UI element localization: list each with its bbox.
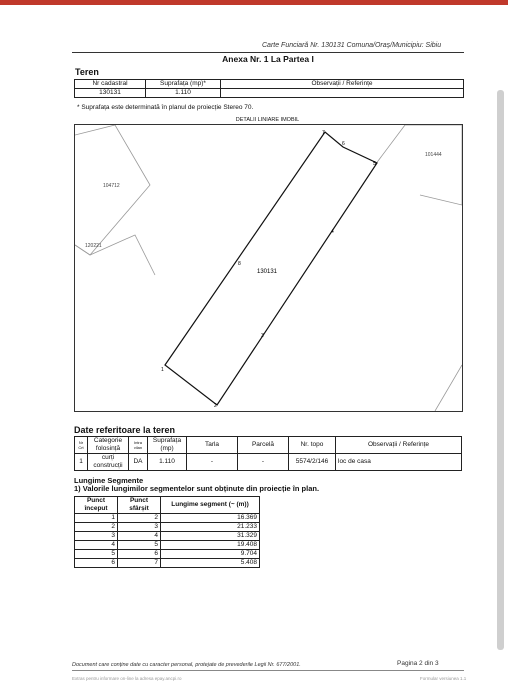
seg-start: 2 — [75, 523, 118, 532]
table-row — [75, 541, 260, 550]
col-suprafata: Suprafața (mp)* — [146, 80, 221, 89]
table-row — [75, 550, 260, 559]
col-nr-cadastral: Nr cadastral — [75, 80, 146, 89]
seg-start: 3 — [75, 532, 118, 541]
col-categorie: Categorie folosință — [88, 437, 129, 454]
table-row — [75, 559, 260, 568]
col-intravilan: Intra vilan — [129, 437, 148, 454]
top-red-rule — [0, 0, 508, 5]
neighbor-boundary — [435, 365, 462, 411]
cell-nr-crt: 1 — [75, 454, 88, 471]
seg-length: 19.408 — [161, 541, 260, 550]
seg-start: 4 — [75, 541, 118, 550]
teren-table — [74, 79, 464, 98]
segments-header-row — [75, 497, 260, 514]
header-rule — [72, 52, 464, 53]
teren-title: Teren — [75, 67, 99, 77]
footer-form: Formular versiunea 1.1 — [420, 676, 467, 681]
footer-rule — [72, 670, 464, 671]
teren-row — [75, 89, 464, 98]
col-punct-sfarsit: Punct sfârșit — [118, 497, 161, 514]
col-lungime: Lungime segment (~ (m)) — [161, 497, 260, 514]
col-observatii-referinte: Observații / Referințe — [336, 437, 462, 454]
segments-subtitle: 1) Valorile lungimilor segmentelor sunt obținute din proiecție în plan. — [74, 484, 320, 493]
seg-end: 6 — [118, 550, 161, 559]
neighbor-parcel-101444 — [375, 125, 462, 205]
cell-nr-topo: 5574/2/146 — [289, 454, 336, 471]
cadastral-plan — [74, 124, 463, 412]
plan-title: DETALII LINIARE IMOBIL — [235, 117, 300, 123]
plan-drawing — [75, 125, 462, 411]
seg-start: 5 — [75, 550, 118, 559]
date-teren-title: Date referitoare la teren — [74, 425, 176, 435]
seg-start: 1 — [75, 514, 118, 523]
seg-length: 31.329 — [161, 532, 260, 541]
segments-title: Lungime Segmente — [74, 476, 144, 485]
cell-categorie: curți construcții — [88, 454, 129, 471]
col-suprafata-mp: Suprafața (mp) — [148, 437, 187, 454]
point-label-2: 2 — [214, 403, 217, 409]
point-label-7: 7 — [322, 130, 325, 136]
seg-length: 16.369 — [161, 514, 260, 523]
table-row — [75, 514, 260, 523]
footer-disclaimer: Document care conține date cu caracter personal, protejate de prevederile Legii Nr. 677/2001. — [72, 662, 301, 668]
table-row — [75, 523, 260, 532]
seg-end: 3 — [118, 523, 161, 532]
point-label-4: 4 — [331, 229, 334, 235]
cell-nr-cadastral: 130131 — [75, 89, 146, 98]
col-parcela: Parcelă — [238, 437, 289, 454]
cell-suprafata: 1.110 — [146, 89, 221, 98]
date-teren-row — [75, 454, 462, 471]
footer-extract: Extras pentru informare on-line la adresa epay.ancpi.ro — [72, 676, 182, 681]
parcel-label: 130131 — [257, 269, 278, 275]
col-punct-inceput: Punct început — [75, 497, 118, 514]
seg-length: 5.408 — [161, 559, 260, 568]
neighbor-label-120221: 120221 — [85, 243, 102, 249]
teren-header-row — [75, 80, 464, 89]
seg-start: 6 — [75, 559, 118, 568]
cell-intravilan: DA — [129, 454, 148, 471]
col-nr-crt: Nr Crt — [75, 437, 88, 454]
annex-title: Anexa Nr. 1 La Partea I — [222, 54, 314, 64]
point-label-5: 5 — [373, 161, 376, 167]
col-observatii: Observații / Referințe — [221, 80, 464, 89]
neighbor-parcel-120221 — [75, 235, 155, 275]
col-tarla: Tarla — [187, 437, 238, 454]
teren-note: * Suprafața este determinată în planul de proiecție Stereo 70. — [77, 104, 254, 111]
date-teren-header-row — [75, 437, 462, 454]
date-teren-table — [74, 436, 462, 471]
neighbor-label-104712: 104712 — [103, 183, 120, 189]
neighbor-parcel-104712 — [75, 125, 150, 255]
cell-parcela: - — [238, 454, 289, 471]
cell-observatii — [221, 89, 464, 98]
neighbor-label-101444: 101444 — [425, 152, 442, 158]
point-label-6: 6 — [342, 141, 345, 147]
seg-end: 2 — [118, 514, 161, 523]
footer-page: Pagina 2 din 3 — [397, 660, 439, 667]
point-label-8: 8 — [238, 261, 241, 267]
point-label-1: 1 — [161, 367, 164, 373]
cell-suprafata-mp: 1.110 — [148, 454, 187, 471]
seg-length: 21.233 — [161, 523, 260, 532]
registry-header: Carte Funciară Nr. 130131 Comuna/Oraș/Municipiu: Sibiu — [262, 42, 442, 49]
seg-end: 4 — [118, 532, 161, 541]
table-row — [75, 532, 260, 541]
scrollbar[interactable] — [497, 90, 504, 650]
segments-table — [74, 496, 260, 568]
seg-end: 7 — [118, 559, 161, 568]
seg-end: 5 — [118, 541, 161, 550]
seg-length: 9.704 — [161, 550, 260, 559]
cell-tarla: - — [187, 454, 238, 471]
point-label-3: 3 — [261, 333, 264, 339]
cell-observatii-referinte: loc de casa — [336, 454, 462, 471]
col-nr-topo: Nr. topo — [289, 437, 336, 454]
